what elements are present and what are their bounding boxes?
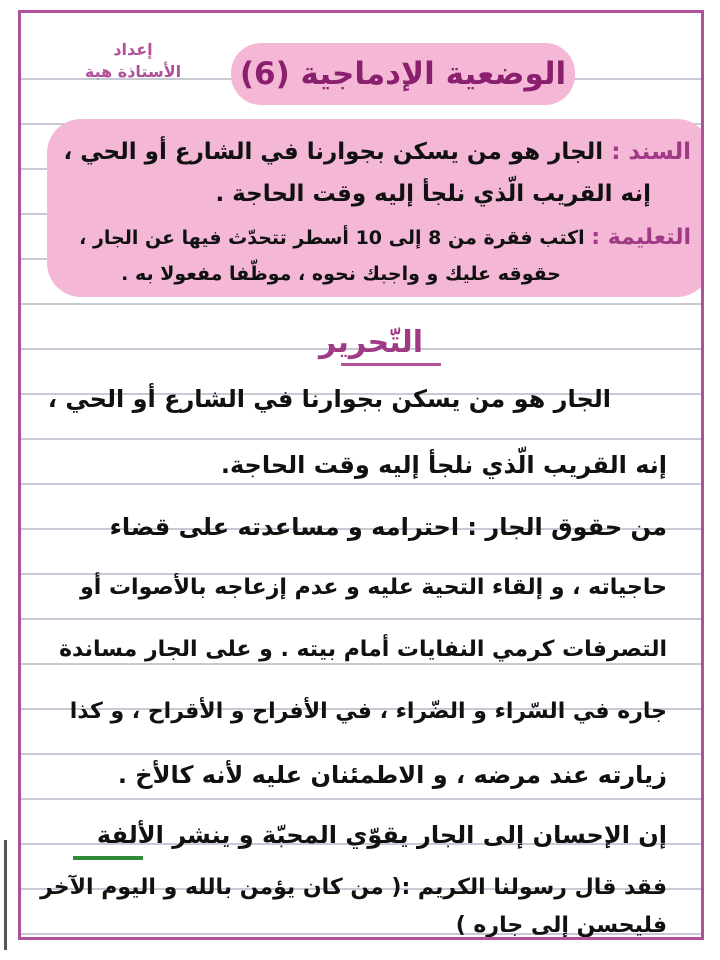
writing-line-3: من حقوق الجار : احترامه و مساعدته على قضاء [109, 513, 667, 541]
writing-line-5: التصرفات كرمي النفايات أمام بيته . و على الجار مساندة [59, 637, 667, 662]
writing-line-10: فليحسن إلى جاره ) [455, 913, 667, 938]
writing-line-4: حاجياته ، و إلقاء التحية عليه و عدم إزعاجه بالأصوات أو [80, 575, 667, 600]
sanad-line-1 [64, 139, 691, 165]
sanad-text-1: الجار هو من يسكن بجوارنا في الشارع أو الحي ، [63, 139, 604, 165]
author-credit [73, 39, 193, 83]
scan-edge-mark [4, 840, 7, 950]
writing-line-2: إنه القريب الّذي نلجأ إليه وقت الحاجة. [220, 451, 667, 479]
instruction-line-2: حقوقه عليك و واجبك نحوه ، موظّفا مفعولا به . [121, 263, 561, 285]
writing-line-9: فقد قال رسولنا الكريم :( من كان يؤمن بالله و اليوم الآخر [40, 875, 667, 900]
writing-line-6: جاره في السّراء و الضّراء ، في الأفراح و الأقراح ، و كذا [69, 699, 667, 724]
title-banner [231, 43, 575, 105]
author-prepared-by: إعداد [113, 40, 153, 59]
author-name: الأستاذة هبة [84, 62, 182, 81]
prompt-box [47, 119, 704, 297]
worksheet-page [18, 10, 704, 940]
sanad-label: السند : [611, 139, 691, 165]
highlight-underline [73, 856, 143, 860]
sanad-line-2: إنه القريب الّذي نلجأ إليه وقت الحاجة . [215, 181, 651, 207]
page-title: الوضعية الإدماجية (6) [239, 56, 567, 92]
instruction-text-1: اكتب فقرة من 8 إلى 10 أسطر تتحدّث فيها عن الجار ، [79, 227, 585, 249]
writing-line-1: الجار هو من يسكن بجوارنا في الشارع أو الحي ، [47, 385, 611, 413]
instruction-label: التعليمة : [591, 225, 691, 250]
heading-underline [341, 363, 441, 366]
instruction-line-1 [79, 225, 691, 250]
writing-line-8: إن الإحسان إلى الجار يقوّي المحبّة و ينشر الألفة [96, 821, 667, 849]
writing-line-7: زيارته عند مرضه ، و الاطمئنان عليه لأنه كالأخ . [117, 761, 667, 789]
writing-heading: التّحرير [318, 325, 423, 360]
